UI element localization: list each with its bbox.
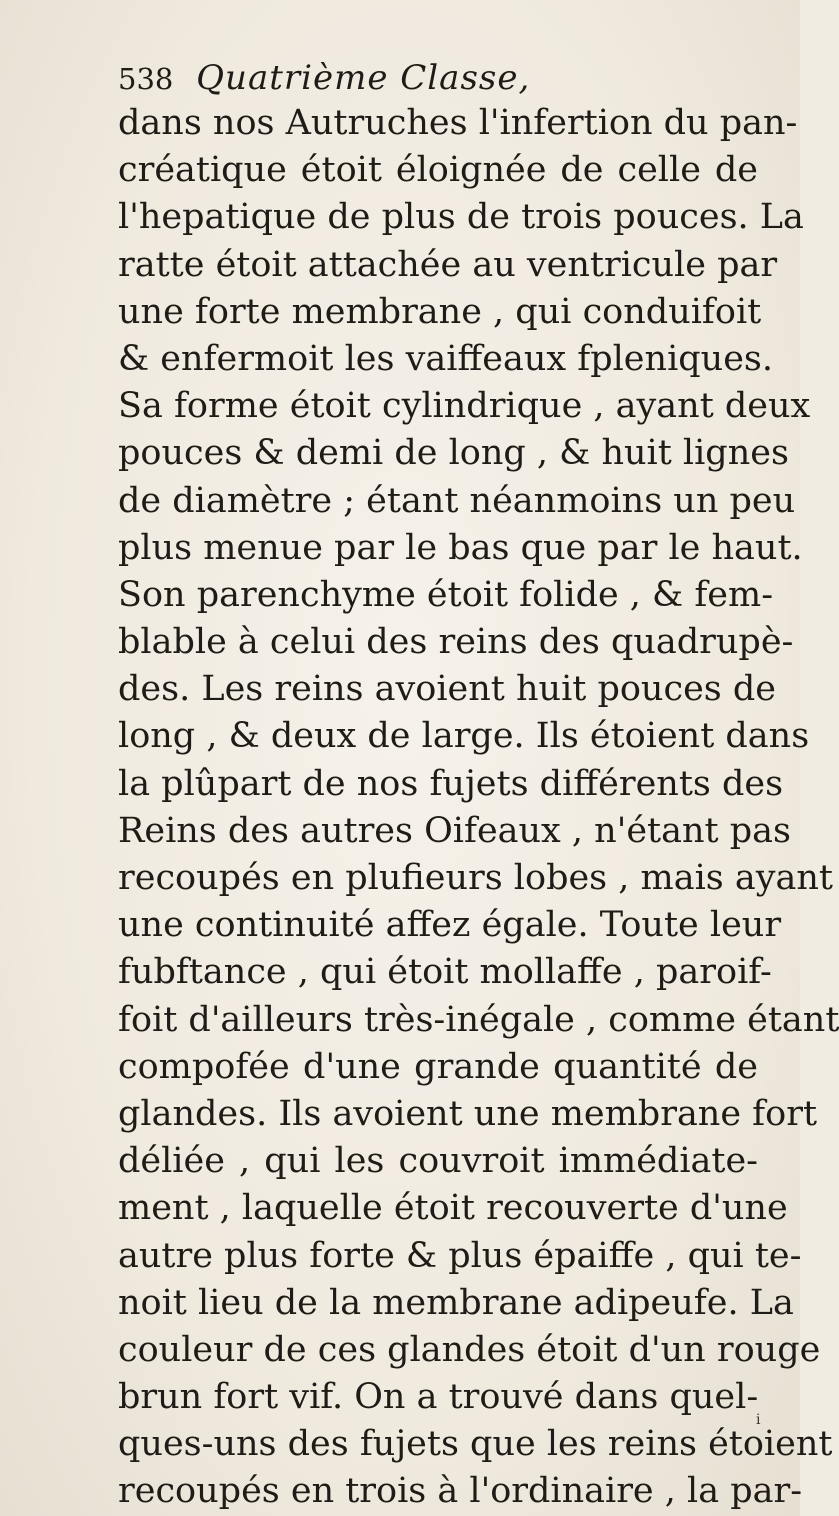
- text-line: dans nos Autruches l'infertion du pan-: [118, 103, 798, 143]
- text-line: glandes. Ils avoient une membrane fort: [118, 1093, 818, 1134]
- page-number: 538: [118, 62, 174, 96]
- running-title: Quatrième Classe,: [196, 58, 531, 98]
- text-line: pouces & demi de long , & huit lignes: [118, 433, 789, 474]
- text-line: créatique étoit éloignée de celle de: [118, 150, 758, 191]
- text-line: long , & deux de large. Ils étoient dans: [118, 716, 810, 757]
- text-line: une forte membrane , qui conduifoit: [118, 291, 762, 332]
- page-header: [118, 58, 678, 98]
- text-line: ratte étoit attachée au ventricule par: [118, 244, 778, 285]
- text-line: fubftance , qui étoit mollaffe , paroif-: [118, 952, 772, 993]
- body-text: [118, 100, 839, 1516]
- text-line: déliée , qui les couvroit immédiate-: [118, 1141, 758, 1182]
- text-line: la plûpart de nos fujets différents des: [118, 763, 784, 804]
- text-line: plus menue par le bas que par le haut.: [118, 527, 803, 568]
- text-line: l'hepatique de plus de trois pouces. La: [118, 197, 804, 238]
- text-line: noit lieu de la membrane adipeufe. La: [118, 1282, 794, 1323]
- text-line: couleur de ces glandes étoit d'un rouge: [118, 1329, 821, 1370]
- text-line: des. Les reins avoient huit pouces de: [118, 669, 776, 710]
- text-line: Sa forme étoit cylindrique , ayant deux: [118, 386, 811, 427]
- text-line: foit d'ailleurs très-inégale , comme étant: [118, 999, 839, 1040]
- text-line: Son parenchyme étoit folide , & fem-: [118, 574, 774, 615]
- text-line: recoupés en trois à l'ordinaire , la par-: [118, 1471, 803, 1512]
- text-line: recoupés en plufieurs lobes , mais ayant: [118, 858, 833, 898]
- text-line: Reins des autres Oifeaux , n'étant pas: [118, 810, 791, 851]
- text-line: brun fort vif. On a trouvé dans quel-: [118, 1377, 759, 1418]
- text-line: ment , laquelle étoit recouverte d'une: [118, 1188, 788, 1229]
- text-line: ques-uns des fujets que les reins étoient: [118, 1424, 833, 1465]
- signature-mark: i: [756, 1412, 761, 1428]
- text-line: & enfermoit les vaiffeaux fpleniques.: [118, 338, 774, 379]
- text-line: compofée d'une grande quantité de: [118, 1046, 758, 1087]
- text-line: une continuité affez égale. Toute leur: [118, 905, 782, 946]
- text-line: de diamètre ; étant néanmoins un peu: [118, 480, 796, 521]
- text-line: autre plus forte & plus épaiffe , qui te-: [118, 1235, 802, 1276]
- text-line: blable à celui des reins des quadrupè-: [118, 622, 794, 663]
